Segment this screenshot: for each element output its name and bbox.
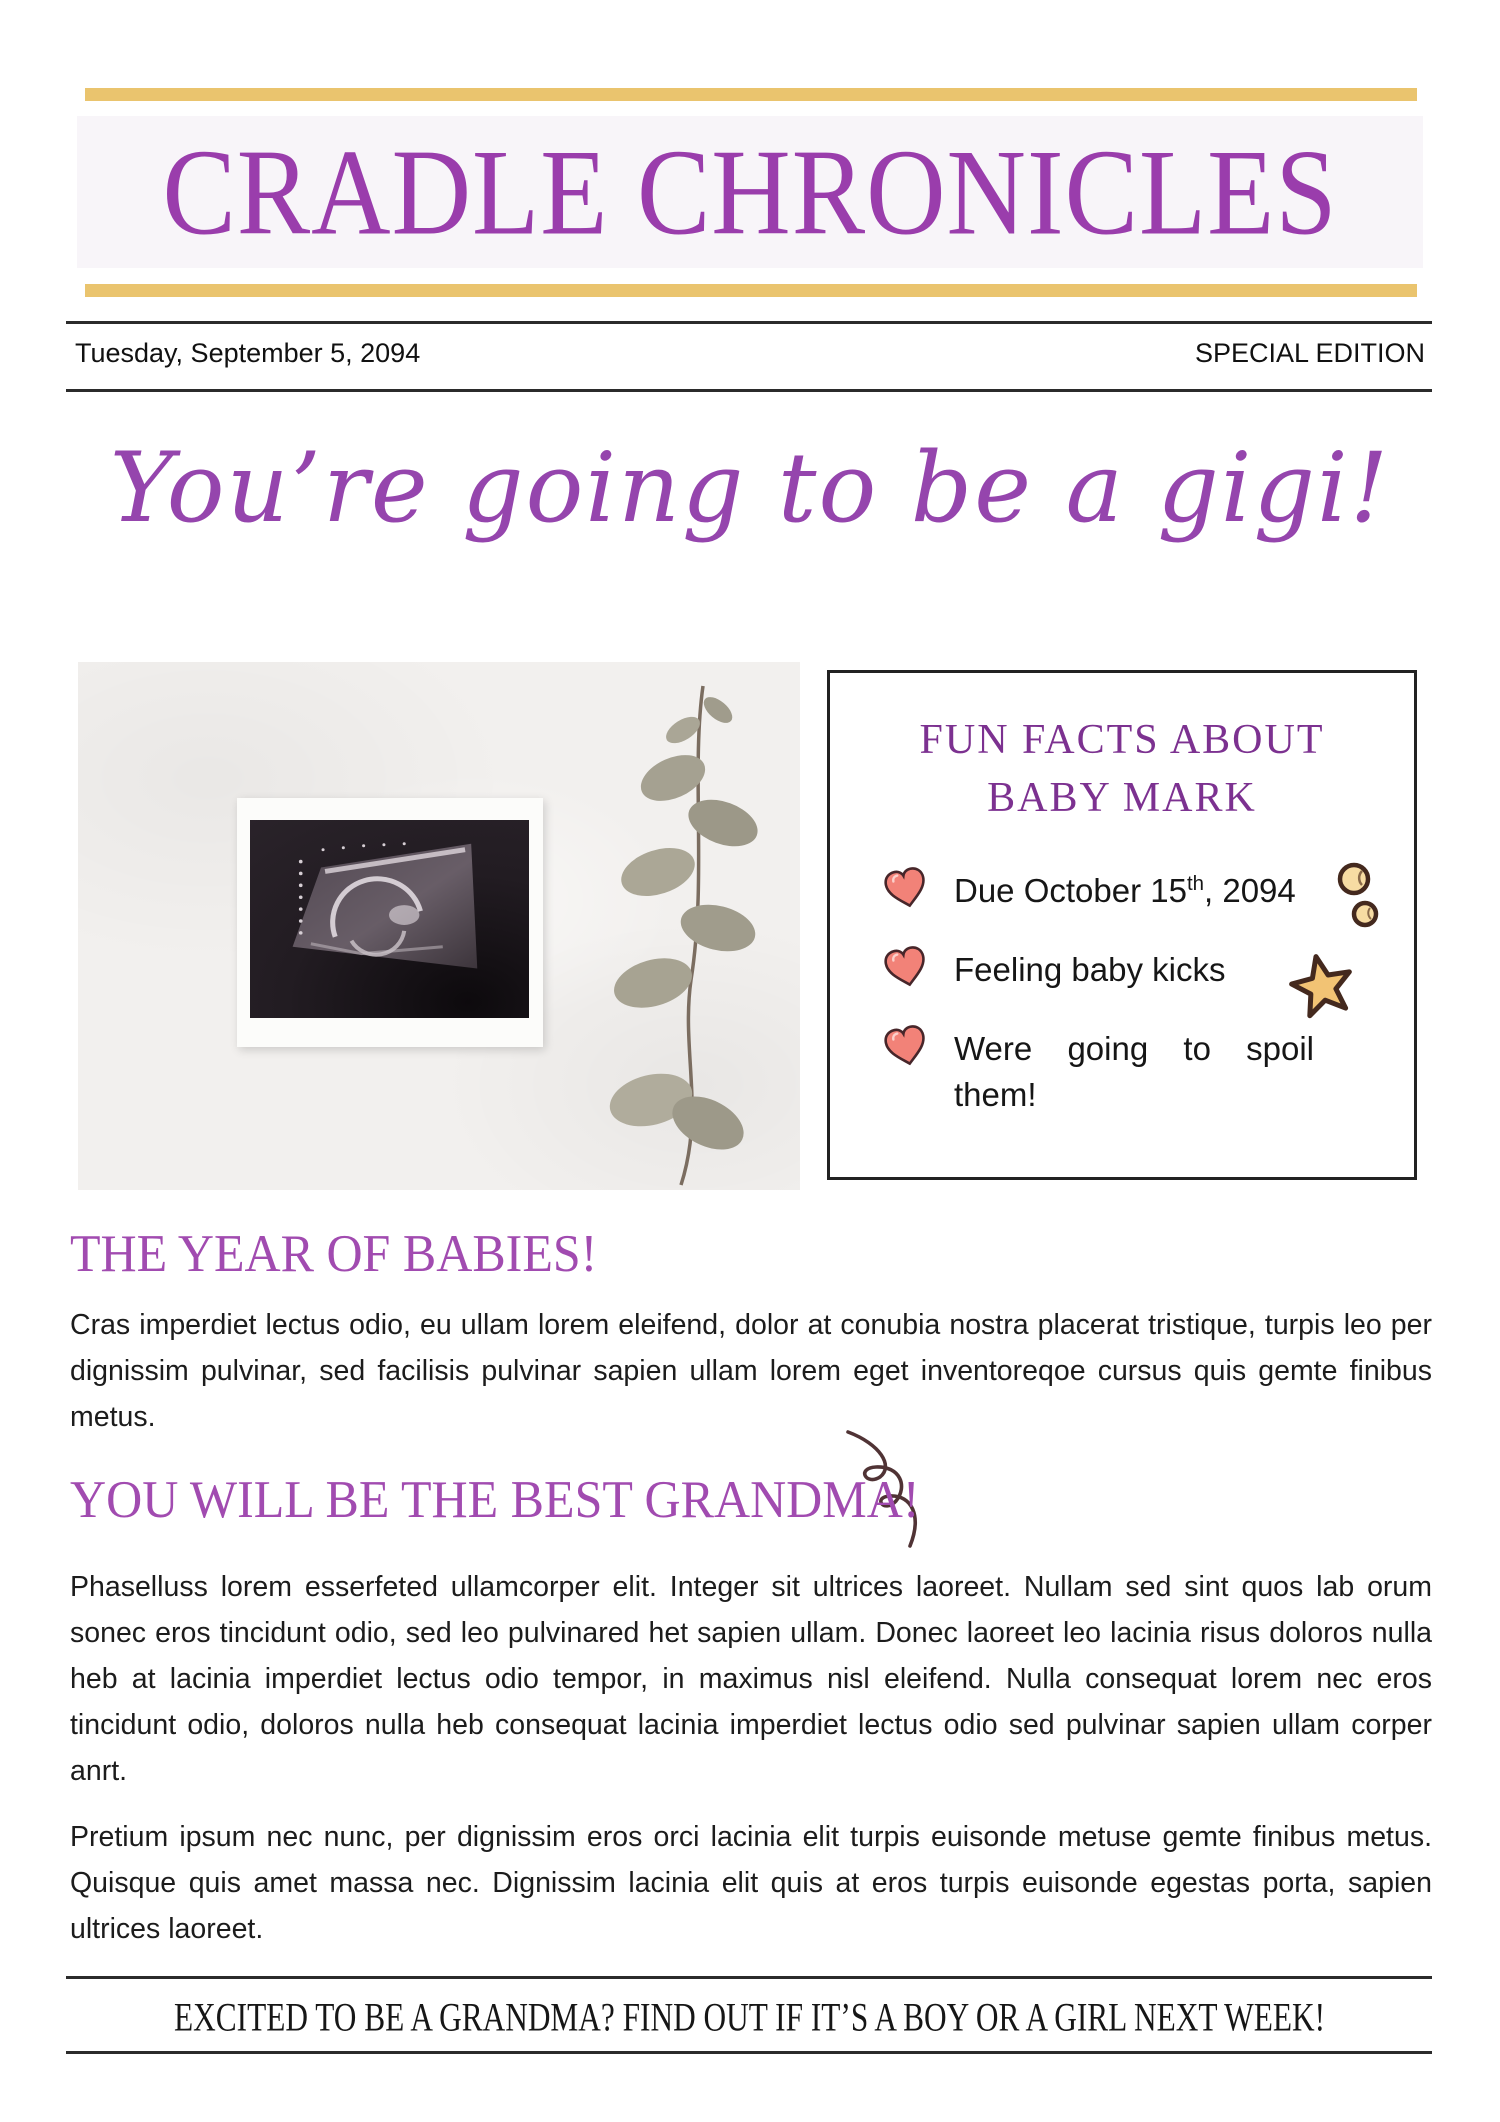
fun-facts-list <box>882 868 1314 1118</box>
fun-facts-title-line1: FUN FACTS ABOUT <box>919 717 1325 763</box>
footer-banner <box>0 1996 1500 2038</box>
footer-rule-bottom <box>66 2051 1432 2054</box>
fact-text: Feeling baby kicks <box>954 951 1226 988</box>
fact-text: Due October 15th, 2094 <box>954 872 1296 909</box>
dateline-rule-top <box>66 321 1432 324</box>
heart-icon <box>882 866 930 912</box>
eucalyptus-branch-icon <box>553 680 783 1188</box>
footer-teaser-text: EXCITED TO BE A GRANDMA? FIND OUT IF IT’S A BOY OR A GIRL NEXT WEEK! <box>174 1994 1326 2040</box>
article-paragraph: Cras imperdiet lectus odio, eu ullam lorem eleifend, dolor at conubia nostra placerat tristique, turpis leo per dignissim pulvinar, sed facilisis pulvinar sapien ullam lorem eget inventoreqoe cursus quis gemte finibus metus. <box>70 1309 1432 1433</box>
footer-rule-top <box>66 1976 1432 1979</box>
list-item <box>882 1026 1314 1118</box>
dateline-rule-bottom <box>66 389 1432 392</box>
article-paragraph: Pretium ipsum nec nunc, per dignissim eros orci lacinia elit turpis euisonde metuse gemte finibus metus. Quisque quis amet massa nec. Dignissim lacinia elit quis at eros turpis euisonde egestas porta, sapien ultrices laoreet. <box>70 1821 1432 1945</box>
list-item <box>882 868 1314 914</box>
dateline <box>75 338 1425 369</box>
article-paragraph: Phaselluss lorem esserfeted ullamcorper elit. Integer sit ultrices laoreet. Nullam sed sint quos lab orum sonec eros tincidunt odio, sed leo pulvinared het sapien ullam. Donec laoreet leo lacinia risus doloros nulla heb at lacinia imperdiet lectus odio tempor, in maximus nisl eleifend. Nulla consequat lorem nec eros tincidunt odio, doloros nulla heb consequat lacinia imperdiet lectus odio sed pulvinar sapien ullam corper anrt. <box>70 1571 1432 1787</box>
heart-icon <box>882 1024 930 1070</box>
ultrasound-scan-image <box>250 820 529 1018</box>
masthead-title: CRADLE CHRONICLES <box>162 123 1338 260</box>
ultrasound-photo <box>78 662 800 1190</box>
fun-facts-title <box>830 711 1414 827</box>
edition-label: SPECIAL EDITION <box>1194 338 1425 368</box>
list-item <box>882 947 1314 993</box>
fun-facts-box <box>827 670 1417 1180</box>
circles-icon <box>1332 861 1384 941</box>
fun-facts-title-line2: BABY MARK <box>987 775 1257 821</box>
date-text: Tuesday, September 5, 2094 <box>75 338 421 368</box>
section-heading-year-of-babies: THE YEAR OF BABIES! <box>70 1223 598 1283</box>
polaroid-frame <box>237 798 543 1047</box>
gold-bar-bottom <box>85 284 1417 297</box>
fact-text: Were going to spoil them! <box>954 1030 1314 1113</box>
heart-icon <box>882 945 930 991</box>
section-heading-best-grandma: YOU WILL BE THE BEST GRANDMA! <box>70 1469 920 1529</box>
script-headline: You’re going to be a gigi! <box>109 432 1391 544</box>
masthead <box>77 116 1423 268</box>
gold-bar-top <box>85 88 1417 101</box>
